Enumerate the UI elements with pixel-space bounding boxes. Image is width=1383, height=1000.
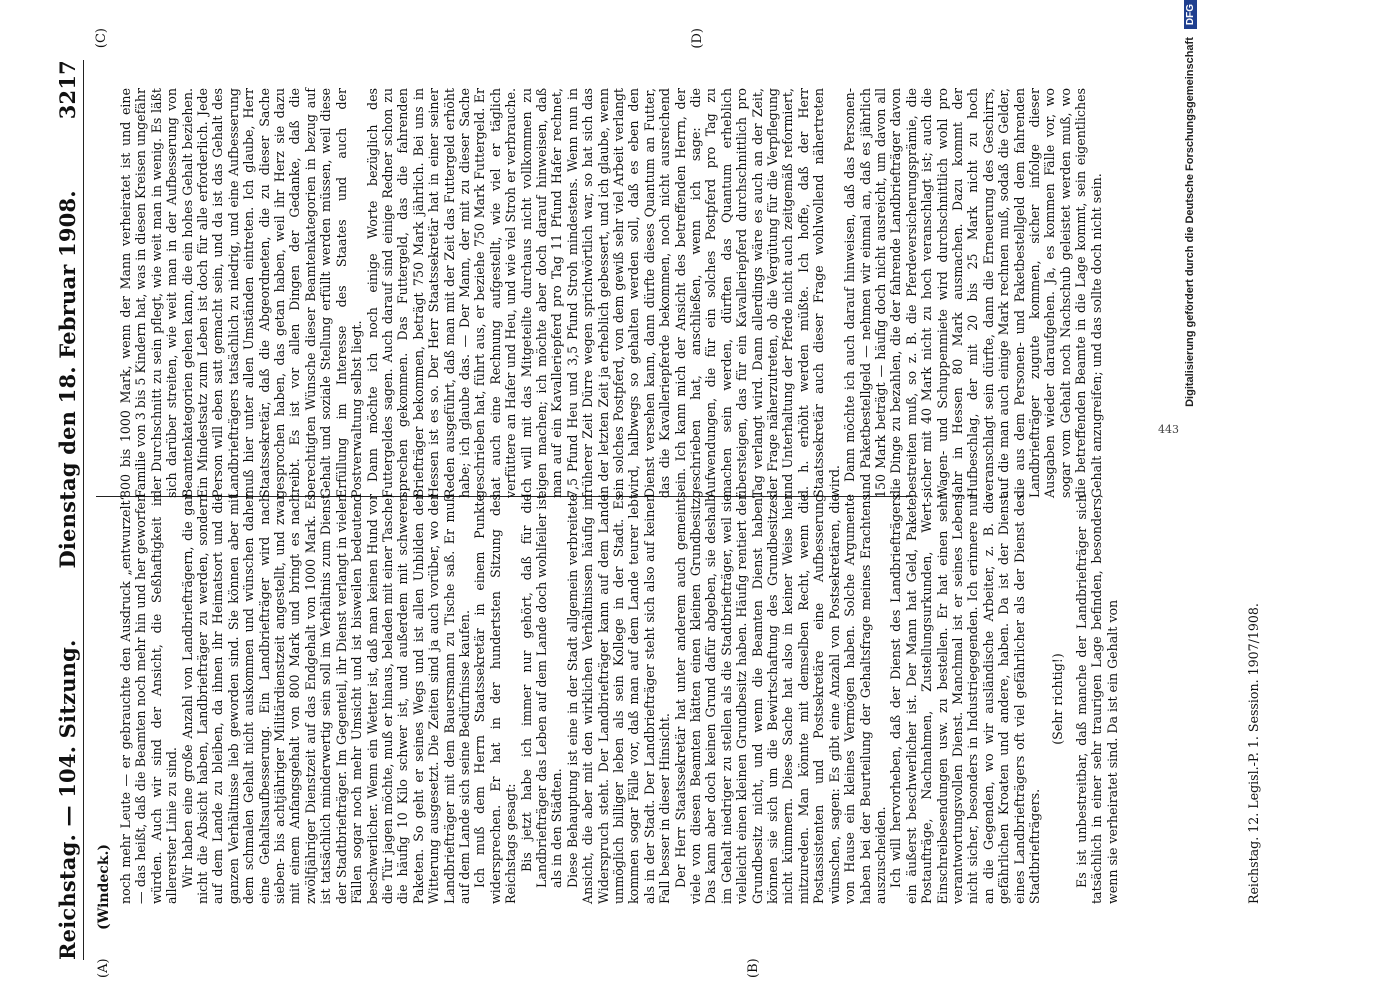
paragraph: Dann möchte ich auch darauf hinweisen, daß das Personen- und Paketbestellgeld — nehmen wir einmal an, daß es jährlich 150 Mark beträgt — häufig doch nicht ausreicht, um davon all die Dinge zu bezahlen, die der fahrende Landbriefträger davon bestreiten muß, so z. B. die Pferdeversicherungsprämie, die sicher mit 40 Mark nicht zu hoch veranschlagt ist; auch die Wagen- und Schuppenmiete wird durchschnittlich wohl pro Jahr in Hessen 80 Mark ausmachen. Dazu kommt der Hufbeschlag, der mit 20 bis 25 Mark nicht zu hoch veranschlagt sein dürfte, dann die Erneuerung des Geschirrs, auf die man auch einige Mark rechnen muß, sodaß die Gelder, die aus dem Personen- und Paketbestellgeld dem fahrenden Landbriefträger zugute kommen, sicher infolge dieser Ausgaben wieder daraufgehen. Ja, es kommen Fälle vor, wo sogar vom Gehalt noch Nachschub geleistet werden muß, wo die betreffenden Beamte in die Lage kommt, sein eigentliches Gehalt anzugreifen; und das sollte doch nicht sein. bbox=[842, 88, 1104, 498]
paragraph: noch mehr Leute — er gebrauchte den Ausdruck „entwurzelt“ — das heißt, daß die Beamten noch mehr hin und her geworfen würden. Auch wir sind der Ansicht, die Seßhaftigkeit in allererster Linie zu sind. bbox=[118, 494, 180, 904]
paragraph: Dann möchte ich noch einige Worte bezüglich des Futtergeldes sagen. Auch darauf sind einige Redner schon zu sprechen gekommen. Das Futtergeld, das die fahrenden Briefträger bekommen, beträgt 750 Mark jährlich. Bei uns in Hessen ist es so. Der Herr Staatssekretär hat in einer seiner Reden ausgeführt, daß man mit der Zeit das Futtergeld erhöht habe; ich glaube das. — Der Mann, der mit zu dieser Sache geschrieben hat, führt aus, er beziehe 750 Mark Futtergeld. Er hat auch eine Rechnung aufgestellt, wie viel er täglich verfüttere an Hafer und Heu, und wie viel Stroh er verbrauche. Ich will mit das Mitgeteilte durchaus nicht vollkommen zu eigen machen; ich möchte aber doch darauf hinweisen, daß man auf ein Kavalleriepferd pro Tag 11 Pfund Hafer rechnet, 7,5 Pfund Heu und 3,5 Pfund Stroh mindestens. Wenn nun in früherer Zeit Dürre wegen sprichwörtlich war, so hat sich das in der letzten Zeit ja erheblich gebessert, und ich glaube, wenn ein solches Postpferd, von dem gewiß sehr viel Arbeit verlangt wird, halbwegs so gehalten werden soll, daß es eben den Dienst versehen kann, dann dürfte dieses Quantum an Futter, das die Kavalleriepferde bekommen, noch nicht ausreichend sein. Ich kann mich der Ansicht des betreffenden Herrn, der geschrieben hat, anschließen, wenn ich sage: die Aufwendungen, die für ein solches Postpferd pro Tag zu machen sein werden, dürften das Quantum erheblich übersteigen, das für ein Kavalleriepferd durchschnittlich pro Tag verlangt wird. Dann allerdings wäre es auch an der Zeit, der Frage näherzutreten, ob die Vergütung für die Verpflegung und Unterhaltung der Pferde nicht auch zeitgemäß reformiert, d. h. erhöht werden müßte. Ich hoffe, daß der Herr Staatssekretär auch dieser Frage wohlwollend nähertreten wird. bbox=[364, 88, 842, 498]
speaker-label: (Windeck.) bbox=[96, 843, 112, 930]
margin-marker-b: (B) bbox=[746, 958, 761, 978]
paragraph: 800 bis 1000 Mark, wenn der Mann verheiratet ist und eine Familie von 3 bis 5 Kindern hat, was in diesen Kreisen ungefähr der Durchschnitt zu sein pflegt, wie weit man in wenig. Es läßt sich darüber streiten, wie weit man in der Aufbesserung von Beamtenkategorien gehen kann, die ein hohes Gehalt beziehen. Ein Mindestsatz zum Leben ist doch für alle erforderlich. Jede Person will eben satt gemacht sein, und da ist das Gehalt des Landbriefträgers tatsächlich zu niedrig, und eine Aufbesserung muß hier unter allen Umständen eintreten. Ich glaube, Herr Staatssekretär, daß die Abgeordneten, die zu dieser Sache gesprochen haben, das getan haben, weil ihr Herz sie dazu treibt. Es ist vor allen Dingen der Gedanke, daß die berechtigten Wünsche dieser Beamtenkategorien in bezug auf Gehalt und soziale Stellung erfüllt werden müssen, weil diese Erfüllung im Interesse des Staates und auch der Postverwaltung selbst liegt. bbox=[118, 88, 365, 498]
header-left: Reichstag. — 104. Sitzung. bbox=[55, 639, 80, 960]
quotation: Bis jetzt habe ich immer nur gehört, daß für die Landbriefträger das Leben auf dem Lande doch wohlfeiler ist als in den Städten. bbox=[518, 494, 565, 888]
paragraph: Ich will hervorheben, daß der Dienst des Landbriefträgers ein äußerst beschwerlicher ist. Der Mann hat Geld, Pakete, Postaufträge, Nachnahmen, Zustellungsurkunden, Wert-, Einschreibesendungen usw. zu bestellen. Er hat einen sehr verantwortungsvollen Dienst. Manchmal ist er seines Lebens nicht sicher, besonders in Industriegegenden. Ich erinnere nur an die Gegenden, wo wir ausländische Arbeiter, z. B. die gefährlichen Kroaten und andere, haben. Da ist der Dienst eines Landbriefträgers oft viel gefährlicher als der Dienst des Stadtbriefträgers. bbox=[888, 494, 1042, 904]
margin-marker-a: (A) bbox=[96, 958, 111, 978]
interjection: (Sehr richtig!) bbox=[1050, 653, 1066, 745]
dfg-logo-icon: DFG bbox=[1184, 0, 1197, 29]
paragraph: Diese Behauptung ist eine in der Stadt allgemein verbreitete Ansicht, die aber mit den wirklichen Verhältnissen häufig im Widerspruch steht. Der Landbriefträger kann auf dem Lande unmöglich billiger leben als sein Kollege in der Stadt. Es kommen sogar Fälle vor, daß man auf dem Lande teurer lebt als in der Stadt. Der Landbriefträger steht sich also auf keinen Fall besser in dieser Hinsicht. bbox=[564, 494, 673, 904]
right-column bbox=[118, 88, 1291, 498]
paragraph: Der Herr Staatssekretär hat unter anderem auch gemeint, viele von diesen Beamten hätten einen kleinen Grundbesitz. Das kann aber doch keinen Grund dafür abgeben, sie deshalb im Gehalt niedriger zu stellen als die Stadtbriefträger, weil sie vielleicht einen kleinen Grundbesitz haben. Häufig rentiert der Grundbesitz nicht, und wenn die Beamten Dienst haben, können sie sich um die Bewirtschaftung des Grundbesitzes nicht kümmern. Diese Sache hat also in keiner Weise hier mitzureden. Man könnte mit demselben Recht, wenn die Postassistenten und Postsekretäre eine Aufbesserung wünschen, sagen: Es gibt eine Anzahl von Postsekretären, die von Hause ein kleines Vermögen haben. Solche Argumente haben bei der Beurteilung der Gehaltsfrage meines Erachtens auszuscheiden. bbox=[672, 494, 888, 904]
header-center: Dienstag den 18. Februar 1908. bbox=[55, 190, 80, 569]
paragraph: Ich muß dem Herrn Staatssekretär in einem Punkte widersprechen. Er hat in der hundertsten Sitzung des Reichstags gesagt: bbox=[472, 494, 519, 904]
digitization-credit bbox=[1180, 0, 1200, 1000]
archive-stamp: 443 bbox=[1158, 423, 1179, 436]
paragraph: Wir haben eine große Anzahl von Landbriefträgern, die gar nicht die Absicht haben, Landbriefträger zu werden, sondern auf dem Lande zu bleiben, da ihnen ihr Heimatsort und die ganzen Verhältnisse lieb geworden sind. Sie können aber mit dem schmalen Gehalt nicht auskommen und wünschen daher eine Gehaltsaufbesserung. Ein Landbriefträger wird nach sieben- bis achtjähriger Militärdienstzeit angestellt, und zwar mit einem Anfangsgehalt von 800 Mark und bringt es nach zwölfjähriger Dienstzeit auf das Endgehalt von 1000 Mark. Es ist tatsächlich minderwertig sein soll im Verhältnis zum Dienst der Stadtbriefträger. Im Gegenteil, ihr Dienst verlangt in vielen Fällen sogar noch mehr Umsicht und ist bisweilen bedeutend beschwerlicher. Wenn ein Wetter ist, daß man keinen Hund vor die Tür jagen möchte, muß er hinaus, beladen mit einer Tasche, die häufig 10 Kilo schwer ist, und außerdem mit schweren Paketen. So geht er seines Wegs und ist allen Unbilden der Witterung ausgesetzt. Die Zeiten sind ja auch vorüber, wo der Landbriefträger mit dem Bauersmann zu Tische saß. Er muß auf dem Lande sich seine Bedürfnisse kaufen. bbox=[179, 494, 472, 904]
left-column bbox=[118, 494, 1291, 904]
page-footer: Reichstag. 12. Legisl.-P. 1. Session. 1907/1908. bbox=[1246, 603, 1261, 904]
margin-marker-c: (C) bbox=[94, 28, 109, 49]
page-header bbox=[40, 60, 80, 960]
paragraph: Es ist unbestreitbar, daß manche der Landbriefträger sich tatsächlich in einer sehr traurigen Lage befinden, besonders, wenn sie verheiratet sind. Da ist ein Gehalt von bbox=[1073, 494, 1120, 904]
margin-marker-d: (D) bbox=[690, 28, 705, 49]
header-page-number: 3217 bbox=[55, 60, 80, 120]
header-rule bbox=[83, 60, 84, 960]
credit-text: Digitalisierung gefördert durch die Deutsche Forschungsgemeinschaft bbox=[1184, 37, 1196, 407]
